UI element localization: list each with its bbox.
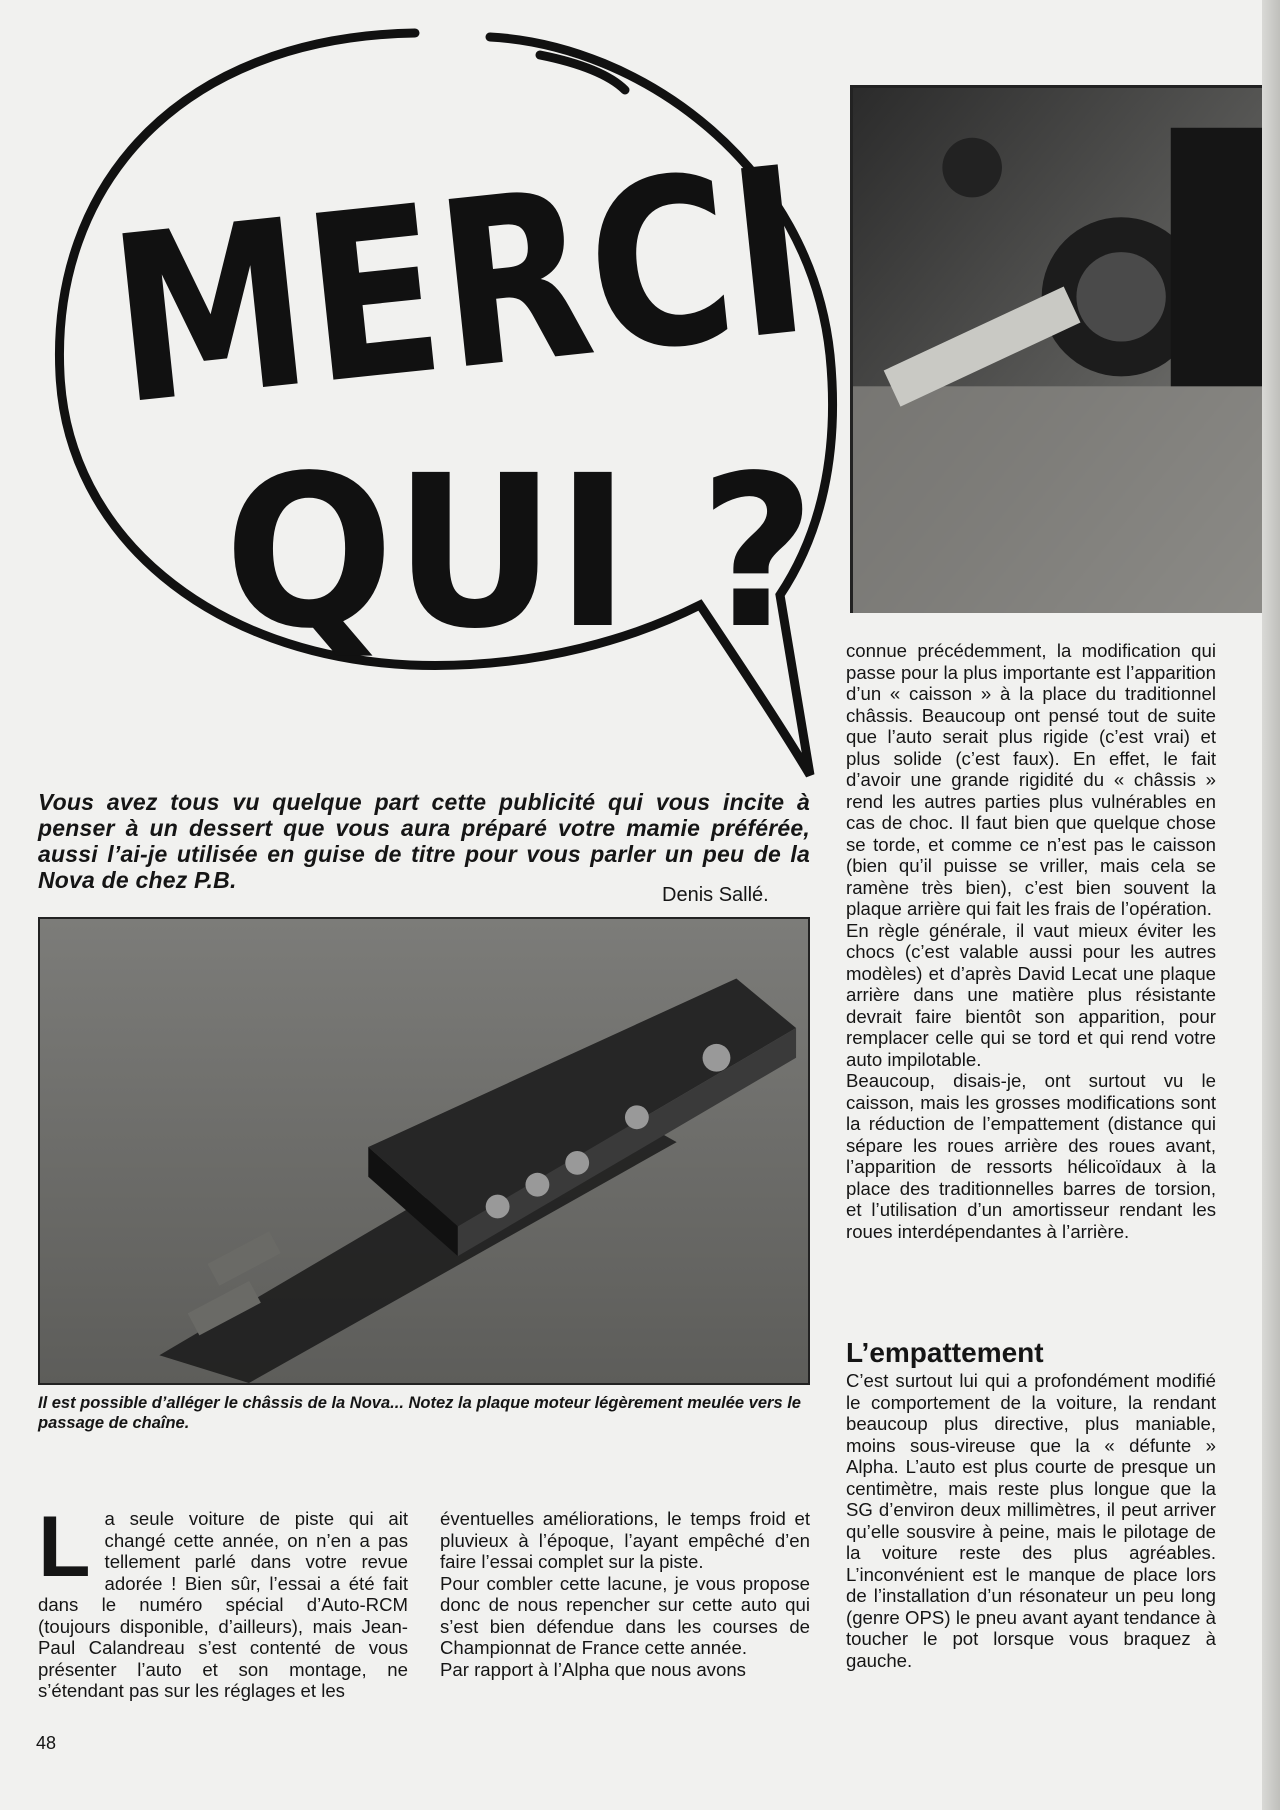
- engine-photo: [850, 85, 1280, 613]
- column-3-paragraph-2: En règle générale, il vaut mieux éviter les chocs (c’est valable aussi pour les autres modèles) et d’après David Lecat une plaque arrière dans une matière plus résistante devrait faire bientôt son apparition, pour remplacer celle qui se tord et qui rend votre auto impilotable.: [846, 919, 1216, 1070]
- author-name: Denis Sallé.: [662, 884, 769, 906]
- headline-line2: QUI ?: [224, 431, 816, 676]
- headline-speech-bubble: [20, 15, 850, 805]
- article-column-3-continued: [846, 1370, 1216, 1671]
- article-column-1: [38, 1499, 408, 1702]
- column-2-paragraph-2: Pour combler cette lacune, je vous propose donc de nous repencher sur cette auto qui s’est bien défendue dans les courses de Championnat de France cette année.: [440, 1572, 810, 1658]
- article-column-3: [846, 640, 1216, 1242]
- chassis-photo: [38, 917, 810, 1385]
- column-2-paragraph-3: Par rapport à l’Alpha que nous avons: [440, 1658, 746, 1680]
- article-column-2: [440, 1508, 810, 1680]
- section-heading: L’empattement: [846, 1337, 1044, 1368]
- column-3-paragraph-4: C’est surtout lui qui a profondément modifié le comportement de la voiture, la rendant beaucoup plus directive, plus maniable, moins sous-vireuse que la « défunte » Alpha. L’auto est plus courte de presque un centimètre, mais reste plus longue que la SG d’environ deux millimètres, il peut arriver qu’elle sousvire à peine, mais le pilotage de la voiture reste des plus agréables. L’inconvénient est le manque de place lors de l’installation d’un résonateur un peu long (genre OPS) le pneu avant ayant tendance à toucher le pot lorsque vous braquez à gauche.: [846, 1370, 1216, 1671]
- headline-line1: MERCI: [99, 118, 819, 457]
- drop-cap: L: [38, 1499, 91, 1595]
- column-2-paragraph-1: éventuelles améliorations, le temps froid et pluvieux à l’époque, l’ayant empêché d’en faire l’essai complet sur la piste.: [440, 1508, 810, 1572]
- photo-caption: Il est possible d’alléger le châssis de la Nova... Notez la plaque moteur légèrement meulée vers le passage de chaîne.: [38, 1394, 801, 1432]
- page-spine-edge: [1262, 0, 1280, 1810]
- page-number: 48: [36, 1733, 57, 1753]
- intro-paragraph: Vous avez tous vu quelque part cette publicité qui vous incite à penser à un dessert que vous aura préparé votre mamie préférée, aussi l’ai-je utilisée en guise de titre pour vous parler un peu de la Nova de chez P.B.: [38, 789, 810, 893]
- column-3-paragraph-1: connue précédemment, la modification qui passe pour la plus importante est l’apparition d’un « caisson » à la place du traditionnel châssis. Beaucoup ont pensé tout de suite que l’auto serait plus rigide (c’est vrai) et plus solide (c’est faux). En effet, le fait d’avoir une grande rigidité du « châssis » rend les autres parties plus vulnérables en cas de choc. Il faut bien que quelque chose se torde, et comme ce n’est pas le caisson (bien qu’il puisse se vriller, mais cela se ramène très bien), c’est bien souvent la plaque arrière qui fait les frais de l’opération.: [846, 640, 1216, 919]
- column-3-paragraph-3: Beaucoup, disais-je, ont surtout vu le caisson, mais les grosses modifications sont la réduction de l’empattement (distance qui sépare les roues arrière des roues avant, l’apparition de ressorts hélicoïdaux à la place des traditionnelles barres de torsion, et l’utilisation d’un amortisseur rendant les roues interdépendantes à l’arrière.: [846, 1070, 1216, 1242]
- column-1-text: a seule voiture de piste qui ait changé cette année, on n’en a pas tellement parlé dans votre revue adorée ! Bien sûr, l’essai a été fait dans le numéro spécial d’Auto-RCM (toujours disponible, d’ailleurs), mais Jean-Paul Calandreau s’est contenté de vous présenter l’auto et son montage, ne s’étendant pas sur les réglages et les: [38, 1508, 408, 1701]
